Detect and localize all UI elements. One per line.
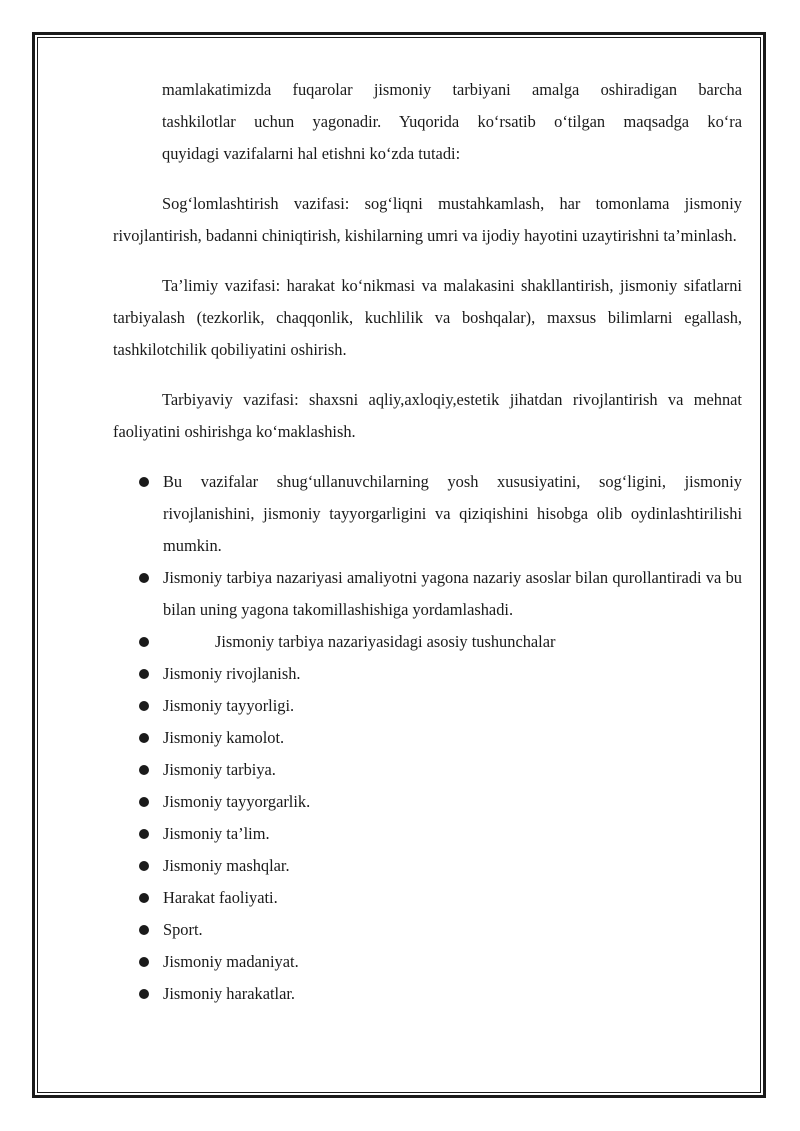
list-item: Sport. [113, 914, 742, 946]
list-item: Jismoniy mashqlar. [113, 850, 742, 882]
list-item: Harakat faoliyati. [113, 882, 742, 914]
bullet-icon [139, 733, 149, 743]
bullet-icon [139, 765, 149, 775]
bullet-icon [139, 701, 149, 711]
bullet-icon [139, 797, 149, 807]
bullet-icon [139, 893, 149, 903]
list-item: Jismoniy rivojlanish. [113, 658, 742, 690]
intro-block [113, 74, 742, 170]
list-item: Jismoniy harakatlar. [113, 978, 742, 1010]
bullet-list [113, 466, 742, 1010]
health-task-paragraph: Sog‘lomlashtirish vazifasi: sog‘liqni mustahkamlash, har tomonlama jismoniy rivojlantirish, badanni chiniqtirish, kishilarning umri va ijodiy hayotini uzaytirishni ta’minlash. [113, 194, 742, 245]
upbringing-task-paragraph: Tarbiyaviy vazifasi: shaxsni aqliy,axloqiy,estetik jihatdan rivojlantirish va mehnat faoliyatini oshirishga ko‘maklashish. [113, 390, 742, 441]
bullet-icon [139, 861, 149, 871]
bullet-icon [139, 573, 149, 583]
bullet-icon [139, 957, 149, 967]
list-item: Jismoniy tayyorligi. [113, 690, 742, 722]
list-item: Bu vazifalar shug‘ullanuvchilarning yosh xususiyatini, sog‘ligini, jismoniy rivojlanishini, jismoniy tayyorgarligini va qiziqishini hisobga olib oydinlashtirilishi mumkin. [113, 466, 742, 562]
list-item: Jismoniy ta’lim. [113, 818, 742, 850]
list-item-heading: Jismoniy tarbiya nazariyasidagi asosiy tushunchalar [113, 626, 742, 658]
list-item: Jismoniy kamolot. [113, 722, 742, 754]
education-task-paragraph: Ta’limiy vazifasi: harakat ko‘nikmasi va malakasini shakllantirish, jismoniy sifatlarni tarbiyalash (tezkorlik, chaqqonlik, kuchlilik va boshqalar), maxsus bilimlarni egallash, tashkilotchilik qobiliyatini oshirish. [113, 276, 742, 359]
bullet-icon [139, 669, 149, 679]
bullet-icon [139, 637, 149, 647]
intro-line: quyidagi vazifalarni hal etishni ko‘zda tutadi: [162, 144, 461, 163]
bullet-icon [139, 989, 149, 999]
intro-line: tashkilotlar uchun yagonadir. Yuqorida ko‘rsatib o‘tilgan maqsadga ko‘ra [162, 112, 742, 131]
bullet-icon [139, 477, 149, 487]
bullet-icon [139, 925, 149, 935]
list-item: Jismoniy tarbiya. [113, 754, 742, 786]
list-item: Jismoniy tarbiya nazariyasi amaliyotni yagona nazariy asoslar bilan qurollantiradi va bu bilan uning yagona takomillashishiga yordamlashadi. [113, 562, 742, 626]
bullet-icon [139, 829, 149, 839]
document-body [113, 74, 742, 1010]
list-item: Jismoniy tayyorgarlik. [113, 786, 742, 818]
list-item: Jismoniy madaniyat. [113, 946, 742, 978]
intro-line: mamlakatimizda fuqarolar jismoniy tarbiyani amalga oshiradigan barcha [162, 80, 742, 99]
